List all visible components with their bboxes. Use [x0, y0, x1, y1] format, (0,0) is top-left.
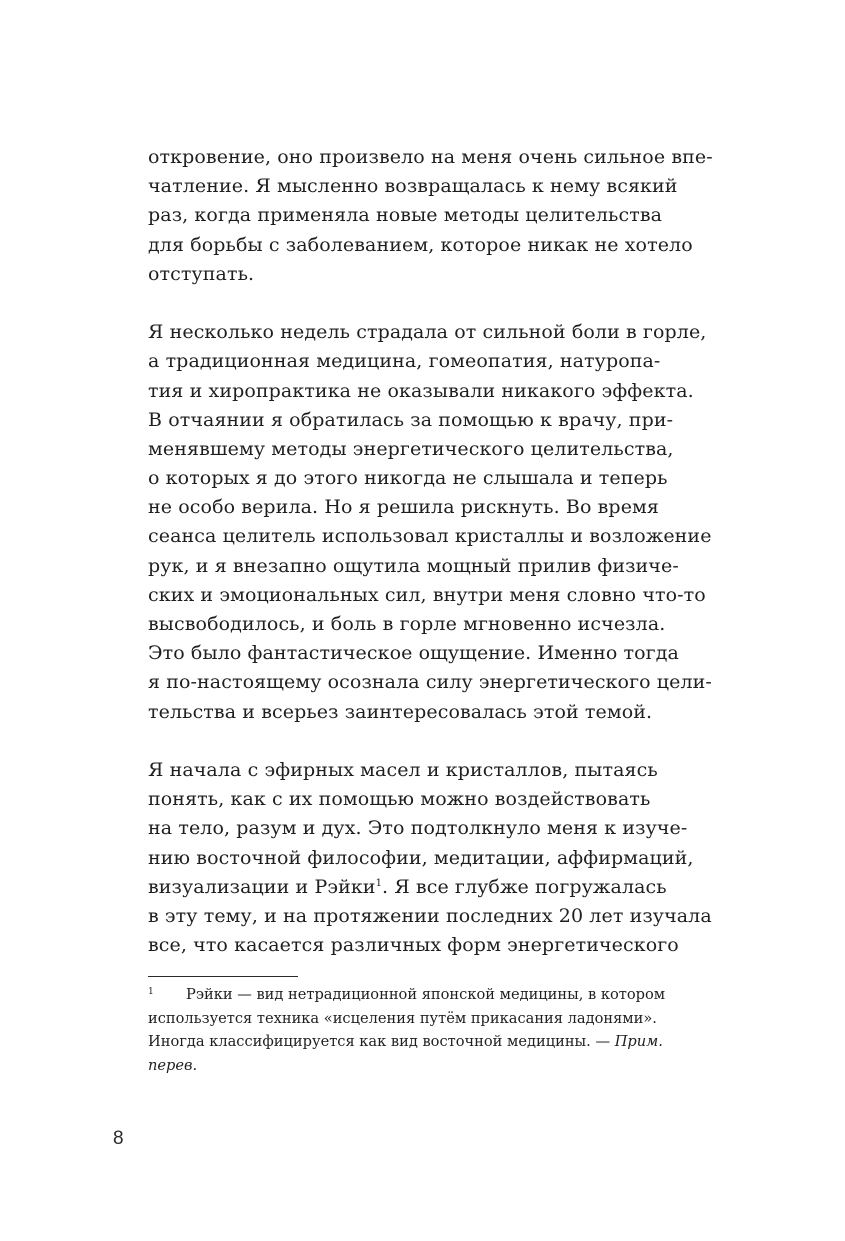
footnote-line: 1 Рэйки — вид нетрадиционной японской медицины, в котором [148, 986, 666, 1003]
text-line: тельства и всерьез заинтересовалась этой темой. [148, 700, 653, 723]
text-line: высвободилось, и боль в горле мгновенно исчезла. [148, 613, 666, 635]
footnote-text: Иногда классифицируется как вид восточной медицины. — [148, 1033, 615, 1050]
text-line: В отчаянии я обратилась за помощью к врачу, при- [148, 408, 674, 431]
footnote-divider [148, 976, 298, 977]
text-line: для борьбы с заболеванием, которое никак не хотело [148, 233, 693, 256]
text-line: нию восточной философии, медитации, аффирмаций, [148, 846, 694, 869]
text-line-with-footnote [148, 873, 748, 902]
text-line: сеанса целитель использовал кристаллы и возложение [148, 525, 712, 548]
text-line: Я начала с эфирных масел и кристаллов, пытаясь [148, 758, 658, 781]
text-before-ref: визуализации и Рэйки [148, 875, 376, 898]
footnote-line [148, 1030, 748, 1054]
paragraph-gap [148, 727, 748, 756]
text-line: Я несколько недель страдала от сильной боли в горле, [148, 321, 707, 344]
text-line: о которых я до этого никогда не слышала и теперь [148, 467, 668, 490]
footnote-line: перев. [148, 1056, 198, 1074]
paragraph-3 [148, 756, 748, 960]
footnote-line: используется техника «исцеления путём прикасания ладонями». [148, 1009, 657, 1027]
paragraph-2 [148, 318, 748, 727]
text-line: отступать. [148, 262, 255, 285]
footnote-text: Рэйки — вид нетрадиционной японской медицины, в котором [186, 986, 666, 1003]
text-line: ских и эмоциональных сил, внутри меня словно что-то [148, 583, 706, 606]
text-after-ref: . Я все глубже погружалась [382, 875, 667, 898]
footnote-reference[interactable]: 1 [375, 877, 383, 889]
text-line: все, что касается различных форм энергетического [148, 934, 679, 957]
text-line: раз, когда применяла новые методы целительства [148, 204, 663, 227]
text-line: менявшему методы энергетического целительства, [148, 437, 674, 460]
footnote [148, 983, 748, 1077]
text-line: понять, как с их помощью можно воздействовать [148, 788, 651, 811]
text-line: тия и хиропрактика не оказывали никакого эффекта. [148, 379, 694, 402]
text-line: на тело, разум и дух. Это подтолкнуло меня к изуче- [148, 817, 688, 840]
text-line: а традиционная медицина, гомеопатия, натуропа- [148, 350, 661, 373]
text-line: откровение, оно произвело на меня очень сильное впе- [148, 146, 713, 168]
text-line: Это было фантастическое ощущение. Именно тогда [148, 642, 679, 665]
paragraph-1 [148, 143, 748, 289]
text-line: в эту тему, и на протяжении последних 20 лет изучала [148, 904, 712, 927]
text-line: не особо верила. Но я решила рискнуть. Во время [148, 496, 660, 519]
text-line: рук, и я внезапно ощутила мощный прилив физиче- [148, 554, 679, 577]
footnote-note-italic: Прим. [614, 1033, 663, 1050]
main-text [148, 143, 748, 960]
text-line: чатление. Я мысленно возвращалась к нему всякий [148, 175, 678, 198]
page-number: 8 [113, 1128, 124, 1149]
text-line: я по-настоящему осознала силу энергетического цели- [148, 671, 712, 694]
paragraph-gap [148, 289, 748, 318]
